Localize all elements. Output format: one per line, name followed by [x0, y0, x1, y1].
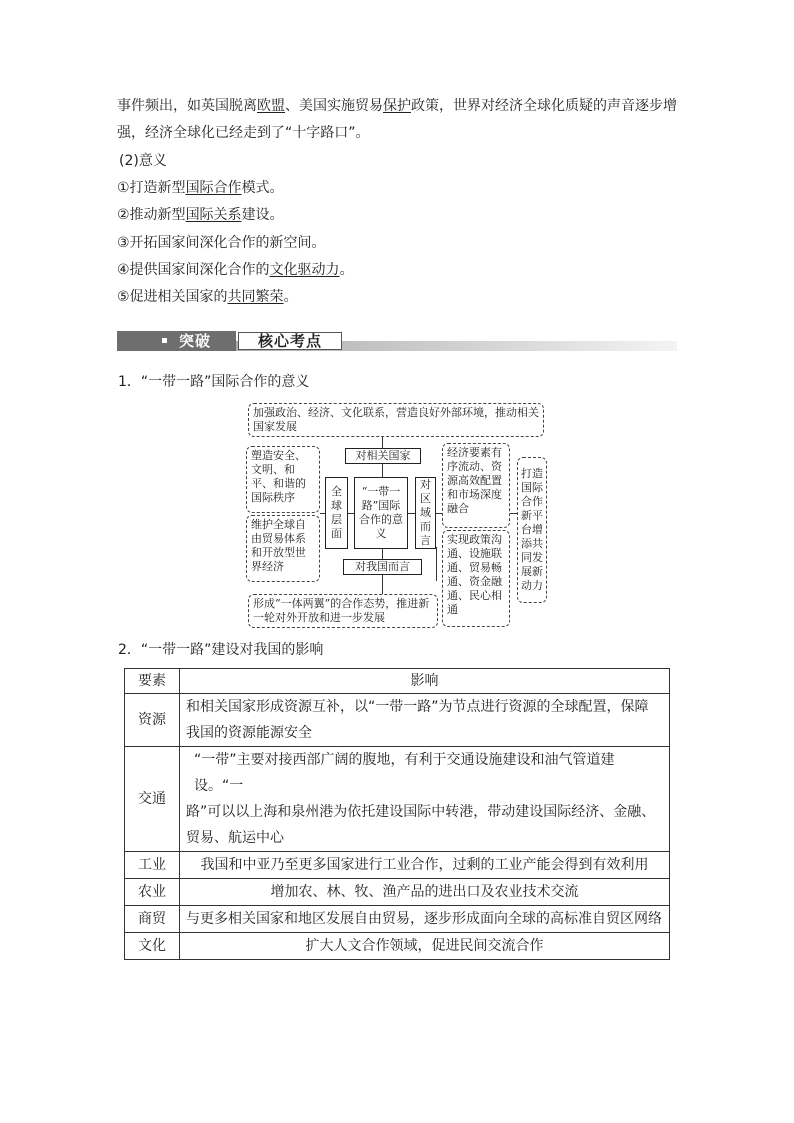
diagram-line: [408, 513, 415, 514]
diagram-right-box-1: 经济要素有序流动、资源高效配置和市场深度融合: [442, 443, 510, 528]
table-row: [125, 933, 670, 960]
diagram-line: [510, 513, 517, 514]
table-value-cell: [180, 747, 670, 852]
diagram-bottom-box: 形成“一体两翼”的合作态势，推进新一轮对外开放和进一步发展: [248, 594, 438, 628]
diagram-line: [436, 547, 437, 581]
intro-text: 、美国实施贸易: [285, 98, 383, 114]
banner-dark-block: [117, 331, 236, 351]
cell-line: 贸易、航运中心: [186, 830, 284, 846]
diagram-left-box-2: 维护全球自由贸易体系和开放型世界经济: [246, 515, 320, 582]
item-text: ①打造新型: [117, 180, 186, 196]
item-text: 模式。: [241, 180, 284, 196]
meaning-item-1: [117, 179, 284, 197]
banner-left-label: 突破: [179, 332, 212, 350]
table-key-cell: 交通: [125, 747, 180, 852]
item-text: 建设。: [241, 207, 284, 223]
item-text: ②推动新型: [117, 207, 186, 223]
diagram-to-related-box: 对相关国家: [345, 448, 421, 464]
diagram-global-box: 全球层面: [325, 477, 348, 549]
diagram-line: [382, 463, 383, 477]
diagram-regional-box: 对区域而言: [415, 477, 436, 549]
section1-title: 1．“一带一路”国际合作的意义: [118, 374, 310, 390]
table-row: [125, 906, 670, 933]
intro-line-1: [117, 97, 677, 115]
table-value-cell: [180, 694, 670, 747]
table-row: [125, 852, 670, 879]
diagram-line: [382, 437, 383, 448]
item-text: ③开拓国家间深化合作的新空间。: [117, 235, 326, 251]
table-row: [125, 879, 670, 906]
diagram-line: [382, 549, 383, 559]
item-underline: 共同繁荣: [227, 289, 284, 305]
table-row: [125, 747, 670, 852]
item-underline: 国际关系: [185, 207, 242, 223]
table-value-cell: 扩大人文合作领域，促进民间交流合作: [180, 933, 670, 960]
table-header-cell: 影响: [180, 669, 670, 694]
diagram-center-box: “一带一路”国际合作的意义: [354, 477, 408, 549]
diagram-left-box-1: 塑造安全、文明、和平、和谐的国际秩序: [246, 446, 320, 513]
table-key-cell: 文化: [125, 933, 180, 960]
cell-line: “一带”主要对接西部广阔的腹地，有利于交通设施建设和油气管道建设。“一: [194, 752, 615, 794]
table-value-cell: 增加农、林、牧、渔产品的进出口及农业技术交流: [180, 879, 670, 906]
square-bullet-icon: [162, 338, 167, 343]
table-key-cell: 农业: [125, 879, 180, 906]
meaning-heading: (2)意义: [119, 153, 167, 169]
cell-line: 我国的资源能源安全: [186, 725, 312, 741]
table-key-cell: 工业: [125, 852, 180, 879]
table-key-cell: 资源: [125, 694, 180, 747]
table-value-cell: 与更多相关国家和地区发展自由贸易，逐步形成面向全球的高标准自贸区网络: [180, 906, 670, 933]
diagram-line: [382, 574, 383, 594]
impact-table: [124, 668, 670, 960]
intro-underline-eu: 欧盟: [257, 98, 285, 114]
meaning-item-4: [117, 261, 354, 279]
item-text: 。: [283, 289, 298, 305]
item-text: ⑤促进相关国家的: [117, 289, 228, 305]
section-banner: [117, 331, 677, 351]
table-row: [125, 694, 670, 747]
meaning-item-2: [117, 206, 284, 224]
table-header-cell: 要素: [125, 669, 180, 694]
banner-right-label: 核心考点: [258, 332, 323, 350]
intro-line-2: 强，经济全球化已经走到了“十字路口”。: [117, 125, 370, 141]
table-header-row: [125, 669, 670, 694]
cell-line: 路”可以以上海和泉州港为依托建设国际中转港，带动建设国际经济、金融、: [186, 804, 656, 820]
diagram-far-right-box: 打造国际合作新平台增添共同发展新动力: [517, 457, 547, 603]
cell-line: 和相关国家形成资源互补，以“一带一路”为节点进行资源的全球配置，保障: [186, 699, 649, 715]
intro-text: 政策，世界对经济全球化质疑的声音逐步增: [411, 98, 677, 114]
item-underline: 国际合作: [185, 180, 242, 196]
section2-title: 2．“一带一路”建设对我国的影响: [118, 642, 324, 658]
diagram-top-box: 加强政治、经济、文化联系，营造良好外部环境，推动相关国家发展: [248, 403, 544, 437]
item-text: 。: [339, 262, 354, 278]
intro-text: 事件频出，如英国脱离: [117, 98, 257, 114]
meaning-item-3: [117, 234, 326, 252]
table-value-cell: 我国和中亚乃至更多国家进行工业合作，过剩的工业产能会得到有效利用: [180, 852, 670, 879]
table-key-cell: 商贸: [125, 906, 180, 933]
intro-underline-protect: 保护: [383, 98, 411, 114]
diagram-right-box-2: 实现政策沟通、设施联通、贸易畅通、资金融通、民心相通: [442, 530, 510, 627]
meaning-item-5: [117, 288, 298, 306]
diagram-to-china-box: 对我国而言: [343, 559, 422, 575]
item-underline: 文化驱动力: [269, 262, 340, 278]
item-text: ④提供国家间深化合作的: [117, 262, 270, 278]
